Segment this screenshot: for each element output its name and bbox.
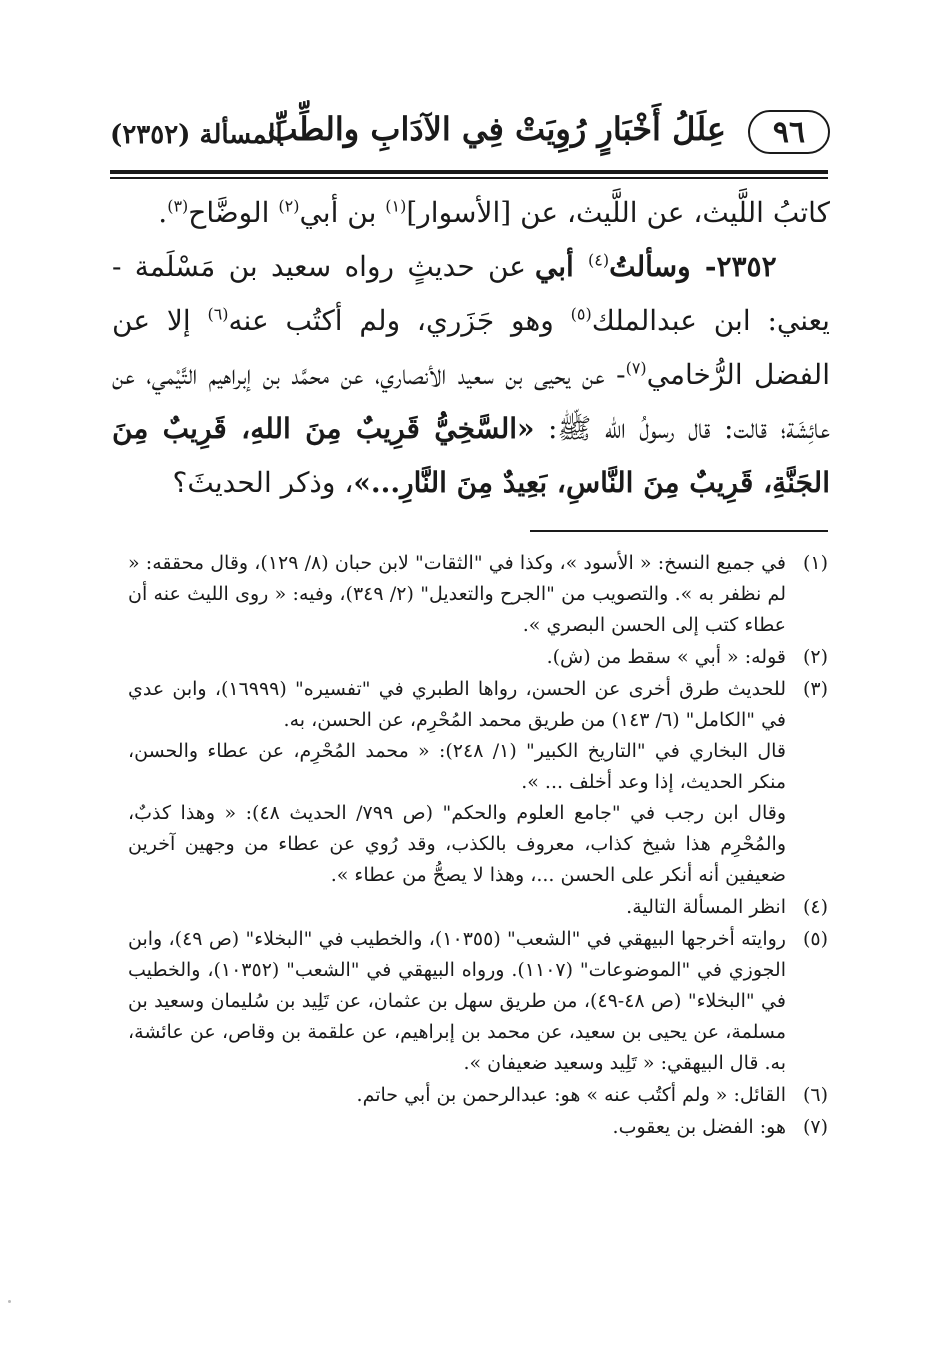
issue-number: ٢٣٥٢- وسألتُ [609, 250, 777, 283]
footnote-6: (٦) القائل: « ولم أكتُب عنه » هو: عبدالرحمن بن أبي حاتم. [128, 1080, 828, 1111]
page-number-badge [748, 110, 830, 154]
main-text [112, 186, 830, 510]
footnote-2: (٢) قوله: « أبي » سقط من (ش). [128, 642, 828, 673]
issue-label: المسألة (٢٣٥٢) [110, 120, 283, 150]
issue-paragraph: ٢٣٥٢- وسألتُ$^{(٤)}$ أبي عن حديثٍ رواه سعيد بن مَسْلَمة - يعني: ابن عبدالملك$^{(٥)}$ وهو جَزَري، ولم أكتُب عنه$^{(٦)}$ إلا عن الفضل الرُّخامي$^{(٧)}$- عن يحيى بن سعيد الأنصاري، عن محمَّد بن إبراهيم التَّيْمي، عن عائِشَة؛ قالت: قال رسولُ الله ﷺ: «السَّخِيُّ قَرِيبٌ مِنَ اللهِ، قَرِيبٌ مِنَ الجَنَّةِ، قَرِيبٌ مِنَ النَّاسِ، بَعِيدٌ مِنَ النَّارِ...»، وذكر الحديثَ؟ [112, 250, 831, 499]
footnotes [128, 548, 828, 1144]
footnote-7: (٧) هو: الفضل بن يعقوب. [128, 1112, 828, 1143]
footnote-number: (٤) [802, 896, 828, 918]
footnote-number: (١) [802, 552, 828, 574]
header-rule-thin [110, 177, 828, 179]
footnote-ref: (٦) [207, 304, 229, 324]
page-number: ٩٦ [772, 114, 806, 150]
footnote-ref: (٣) [167, 196, 189, 216]
footnote-number: (٣) [802, 678, 828, 700]
footnote-ref: (٧) [625, 358, 647, 378]
footnote-ref: (١) [385, 196, 407, 216]
footnote-number: (٧) [802, 1116, 828, 1138]
footnote-4: (٤) انظر المسألة التالية. [128, 892, 828, 923]
hadith-text: «السَّخِيُّ قَرِيبٌ مِنَ اللهِ، قَرِيبٌ مِنَ الجَنَّةِ، قَرِيبٌ مِنَ النَّاسِ، بَعِيدٌ مِنَ النَّارِ...» [112, 412, 830, 499]
footnote-ref: (٥) [570, 304, 592, 324]
page-header [110, 100, 830, 172]
footnote-3: (٣) للحديث طرق أخرى عن الحسن، رواها الطبري في "تفسيره" (١٦٩٩٩)، وابن عدي في "الكامل" (٦/ ١٤٣) من طريق محمد المُحْرِم، عن الحسن، به. قال البخاري في "التاريخ الكبير" (١/ ٢٤٨): « محمد المُحْرِم، عن عطاء والحسن، منكر الحديث، إذا وعد أخلف ... ». وقال ابن رجب في "جامع العلوم والحكم" (ص ٧٩٩/ الحديث ٤٨): « وهذا كذبٌ، والمُحْرِم هذا شيخ كذاب، معروف بالكذب، وقد رُوي عن عطاء من وجهين آخرين ضعيفين أنه أنكر على الحسن ...، وهذا لا يصحُّ من عطاء ». [128, 674, 828, 891]
book-title: عِلَلُ أَخْبَارٍ رُوِيَتْ فِي الآدَابِ والطِّبِّ [267, 110, 726, 148]
footnote-number: (٥) [802, 928, 828, 950]
footnote-ref: (٤) [588, 250, 610, 270]
continuation-line: كاتبُ اللَّيث، عن اللَّيث، عن [الأسوار]$^{(١)}$ بن أبي$^{(٢)}$ الوضَّاح$^{(٣)}$. [158, 196, 830, 229]
footnote-ref: (٢) [278, 196, 300, 216]
footnote-number: (٢) [802, 646, 828, 668]
header-rule-thick [110, 170, 828, 174]
footnote-separator [530, 530, 828, 532]
scan-speck [8, 1300, 11, 1303]
footnote-5: (٥) روايته أخرجها البيهقي في "الشعب" (١٠٣٥٥)، والخطيب في "البخلاء" (ص ٤٩)، وابن الجوزي في "الموضوعات" (١١٠٧). ورواه البيهقي في "الشعب" (١٠٣٥٢)، والخطيب في "البخلاء" (ص ٤٨-٤٩)، من طريق سهل بن عثمان، عن تَلِيد بن سُليمان وسعيد بن مسلمة، عن يحيى بن سعيد، عن محمد بن إبراهيم، عن علقمة بن وقاص، عن عائشة، به. قال البيهقي: « تَلِيد وسعيد ضعيفان ». [128, 924, 828, 1079]
footnote-number: (٦) [802, 1084, 828, 1106]
footnote-1: (١) في جميع النسخ: « الأسود »، وكذا في "الثقات" لابن حبان (٨/ ١٢٩)، وقال محققه: « لم نظفر به ». والتصويب من "الجرح والتعديل" (٢/ ٣٤٩)، وفيه: « روى الليث عنه أن عطاء كتب إلى الحسن البصري ». [128, 548, 828, 641]
